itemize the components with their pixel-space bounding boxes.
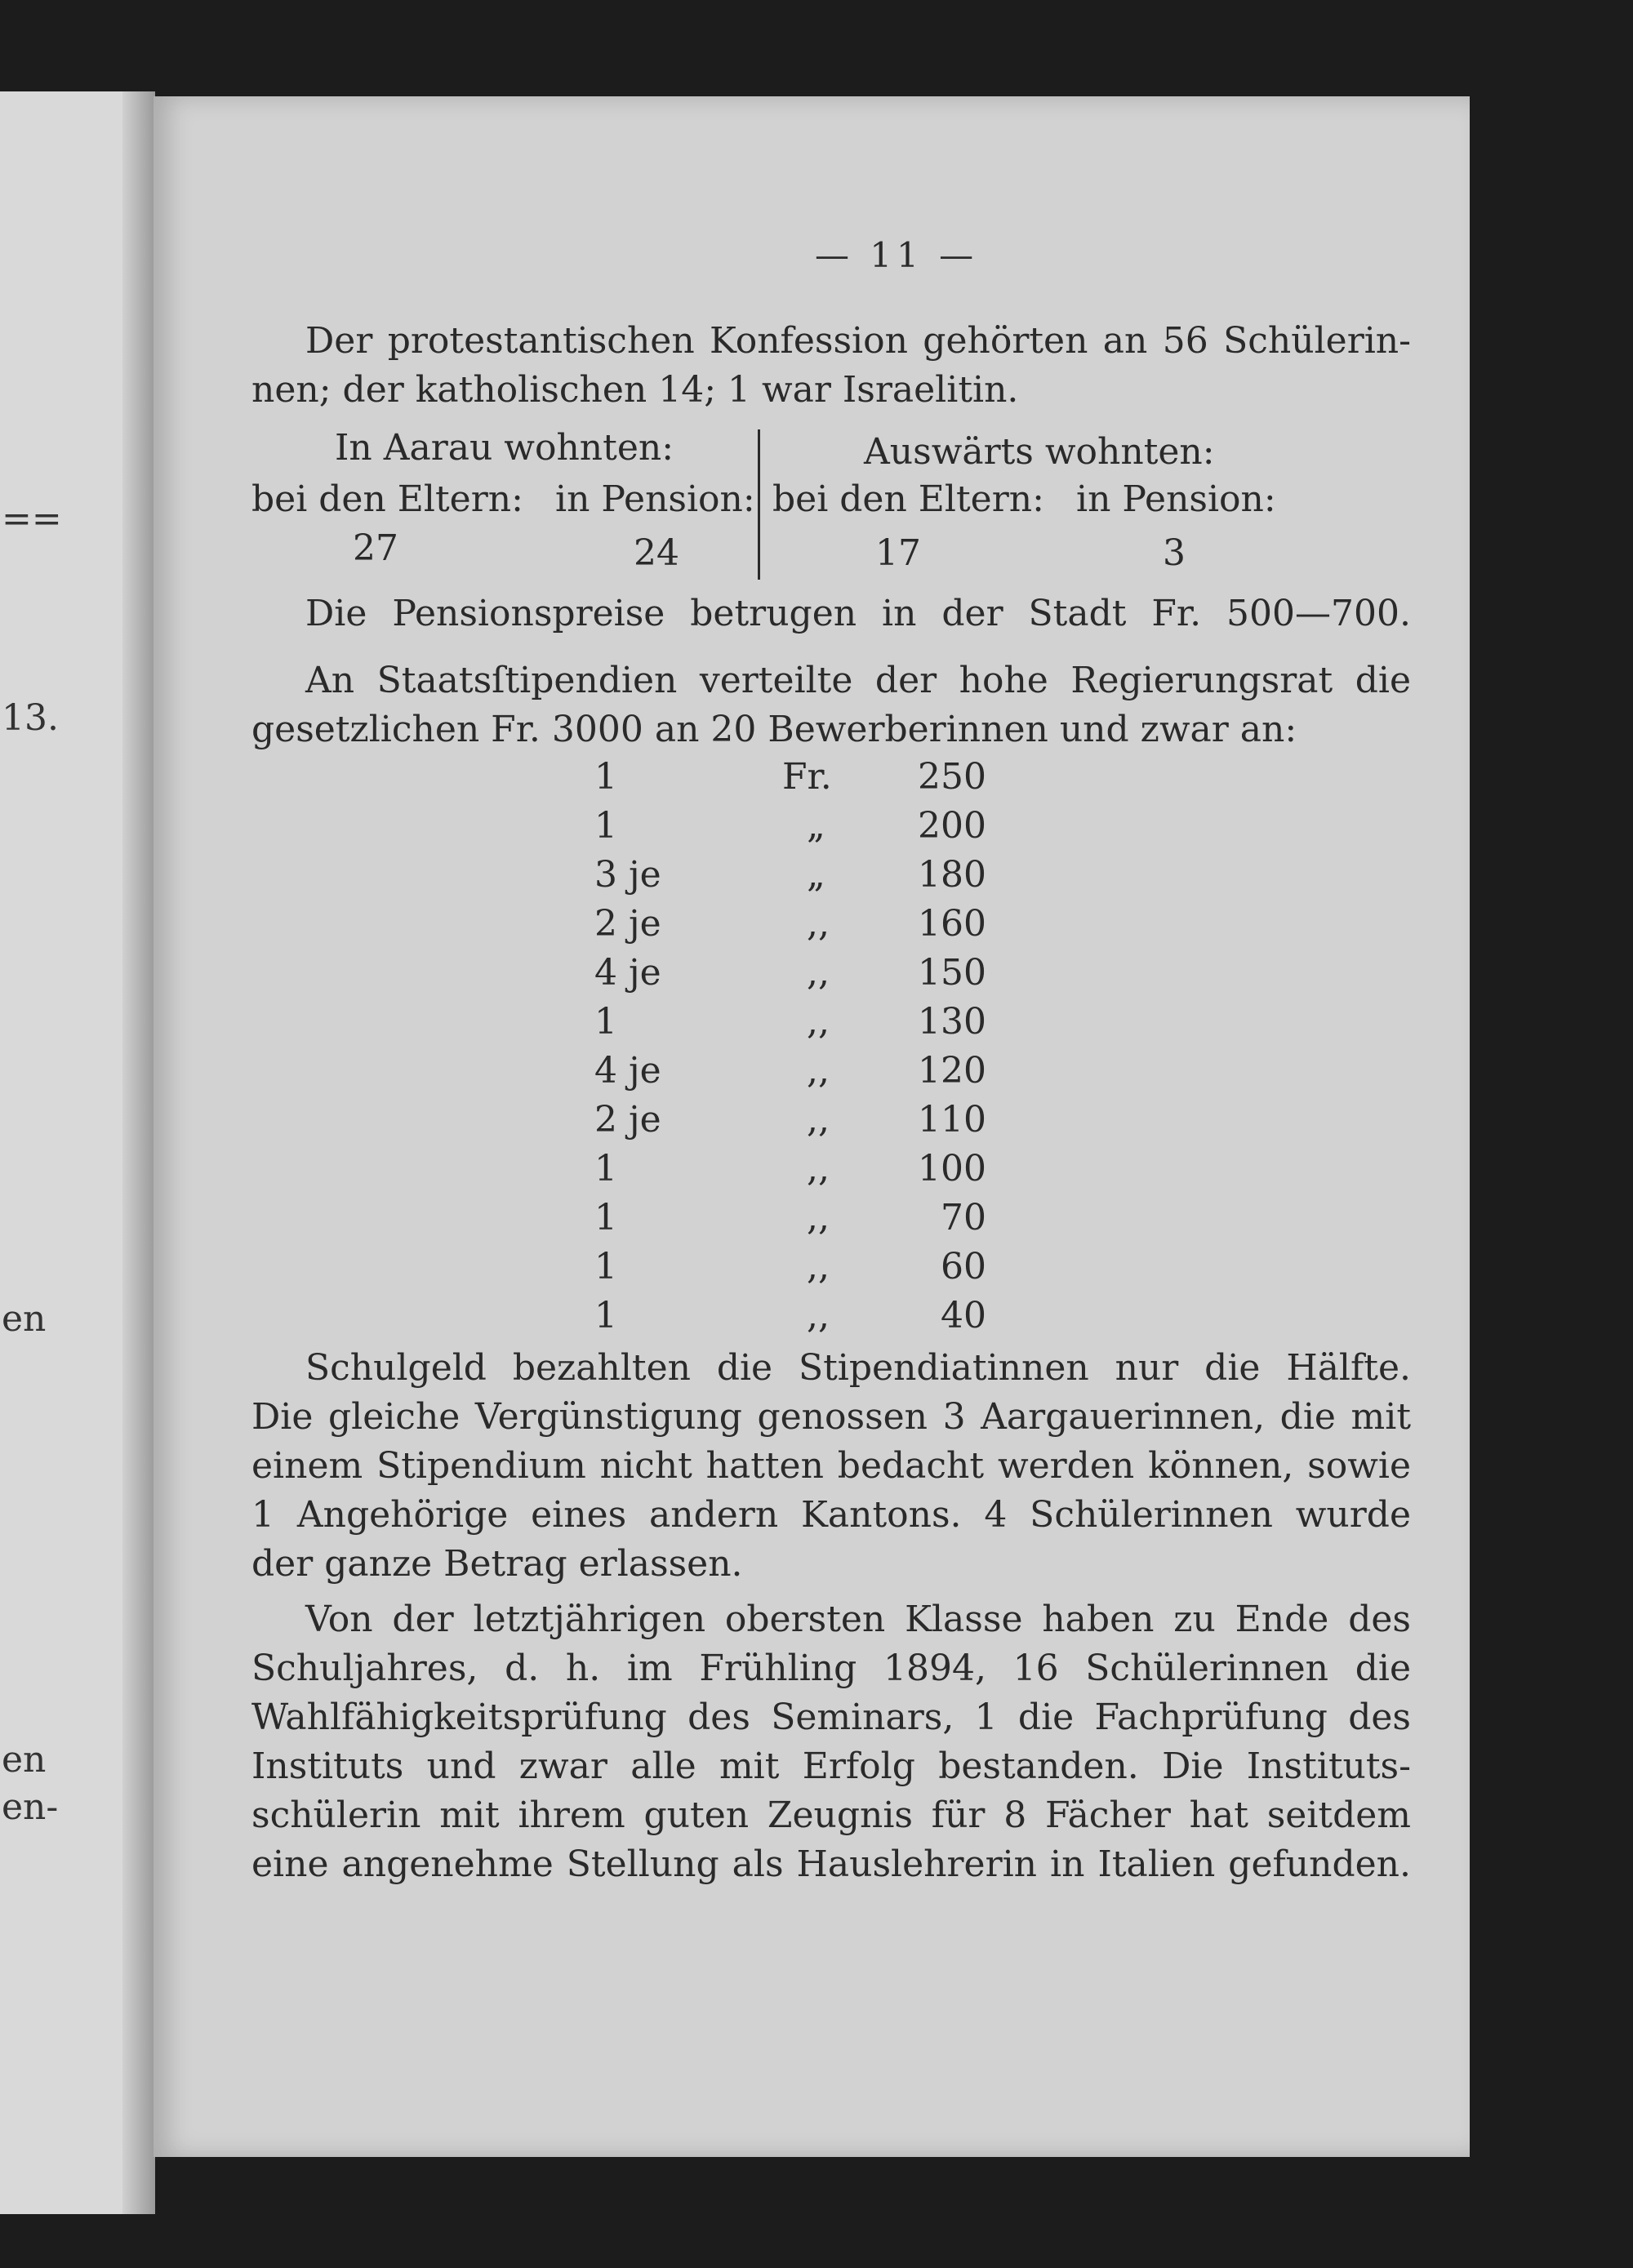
stipend-row [154,1246,1470,1295]
stipend-row [154,1099,1470,1148]
stipend-unit: ,, [807,1148,830,1190]
text-line: Instituts und zwar alle mit Erfolg bestanden. Die Instituts- [251,1745,1411,1787]
stipend-count: 1 [594,1246,617,1287]
text-line: Der protestantischen Konfession gehörten an 56 Schülerin- [305,320,1411,362]
stipend-je: je [629,903,661,945]
page-number: — 11 — [815,235,979,275]
col-label: in Pension: [555,478,755,520]
stipend-count: 4 [594,952,617,994]
stipend-amount: 70 [941,1197,986,1239]
text-line: nen; der katholischen 14; 1 war Israelitin. [251,369,1019,411]
stipend-count: 3 [594,854,617,896]
text-line: gesetzlichen Fr. 3000 an 20 Bewerberinnen und zwar an: [251,709,1297,750]
text-line: An Staatsſtipendien verteilte der hohe Regierungsrat die [305,660,1411,701]
auswaerts-header: Auswärts wohnten: [864,431,1215,473]
stipend-count: 4 [594,1050,617,1092]
text-line: Die Pensionspreise betrugen in der Stadt Fr. 500—700. [305,593,1411,634]
facing-page-fragment: en [2,1298,47,1340]
text-line: Wahlfähigkeitsprüfung des Seminars, 1 die Fachprüfung des [251,1697,1411,1738]
stipend-row [154,1050,1470,1099]
text-line: einem Stipendium nicht hatten bedacht werden können, sowie [251,1445,1411,1487]
stipend-count: 1 [594,1001,617,1043]
stipend-amount: 40 [941,1295,986,1336]
stipend-row [154,854,1470,903]
stipend-unit: ,, [807,1001,830,1043]
book-spine-shadow [122,91,155,2214]
stipend-amount: 250 [918,756,986,798]
stipend-count: 1 [594,756,617,798]
stipend-count: 1 [594,1197,617,1239]
paragraph-confession [251,317,1411,415]
paragraph-schulgeld [251,1344,1411,1589]
value-cell: 17 [875,532,921,574]
stipend-count: 2 [594,903,617,945]
stipend-count: 1 [594,1295,617,1336]
stipend-unit: „ [807,854,825,896]
text-line: 1 Angehörige eines andern Kantons. 4 Schülerinnen wurde [251,1494,1411,1536]
stipend-je: je [629,952,661,994]
stipend-unit: ,, [807,952,830,994]
stipend-unit: ,, [807,1197,830,1239]
document-page [154,96,1470,2157]
stipend-count: 2 [594,1099,617,1141]
stipend-unit: ,, [807,903,830,945]
stipend-row [154,952,1470,1001]
stipend-je: je [629,1099,661,1141]
stipend-unit: ,, [807,1099,830,1141]
stipend-unit: „ [807,805,825,847]
stipend-amount: 100 [918,1148,986,1190]
stipend-amount: 150 [918,952,986,994]
facing-page-fragment: 13. [2,697,59,739]
text-line: Schulgeld bezahlten die Stipendiatinnen nur die Hälfte. [305,1347,1411,1389]
col-label: bei den Eltern: [251,478,523,520]
text-line: Die gleiche Vergünstigung genossen 3 Aargauerinnen, die mit [251,1396,1411,1438]
col-label: bei den Eltern: [772,478,1044,520]
value-cell: 24 [634,532,679,574]
stipend-row [154,1001,1470,1050]
stipend-unit: ,, [807,1050,830,1092]
stipend-row [154,1148,1470,1197]
text-line: Von der letztjährigen obersten Klasse haben zu Ende des [305,1599,1411,1640]
stipend-amount: 120 [918,1050,986,1092]
aarau-header: In Aarau wohnten: [335,427,674,469]
stipend-unit: ,, [807,1295,830,1336]
stipend-amount: 160 [918,903,986,945]
column-divider [758,429,760,580]
col-label: in Pension: [1076,478,1276,520]
stipend-amount: 200 [918,805,986,847]
stipend-amount: 130 [918,1001,986,1043]
stipend-je: je [629,854,661,896]
stipend-unit: Fr. [782,756,832,798]
facing-page-fragment: en [2,1739,47,1781]
value-cell: 27 [353,527,398,569]
stipend-unit: ,, [807,1246,830,1287]
text-line: der ganze Betrag erlassen. [251,1543,743,1585]
value-cell: 3 [1163,532,1186,574]
text-line: eine angenehme Stellung als Hauslehrerin in Italien gefunden. [251,1843,1411,1885]
stipend-row [154,1197,1470,1246]
stipend-count: 1 [594,1148,617,1190]
stipend-row [154,1295,1470,1344]
stipend-row [154,903,1470,952]
facing-page-fragment: == [2,498,62,540]
stipend-count: 1 [594,805,617,847]
text-line: Schuljahres, d. h. im Frühling 1894, 16 Schülerinnen die [251,1648,1411,1689]
stipend-je: je [629,1050,661,1092]
paragraph-pension-prices [251,589,1411,638]
paragraph-exams [251,1595,1411,1889]
stipend-amount: 180 [918,854,986,896]
stipend-amount: 110 [918,1099,986,1141]
facing-page-fragment: en- [2,1786,59,1828]
text-line: schülerin mit ihrem guten Zeugnis für 8 Fächer hat seitdem [251,1794,1411,1836]
stipend-amount: 60 [941,1246,986,1287]
stipend-row [154,756,1470,805]
stipend-row [154,805,1470,854]
paragraph-stipends [251,656,1411,754]
facing-page-edge [0,91,155,2214]
